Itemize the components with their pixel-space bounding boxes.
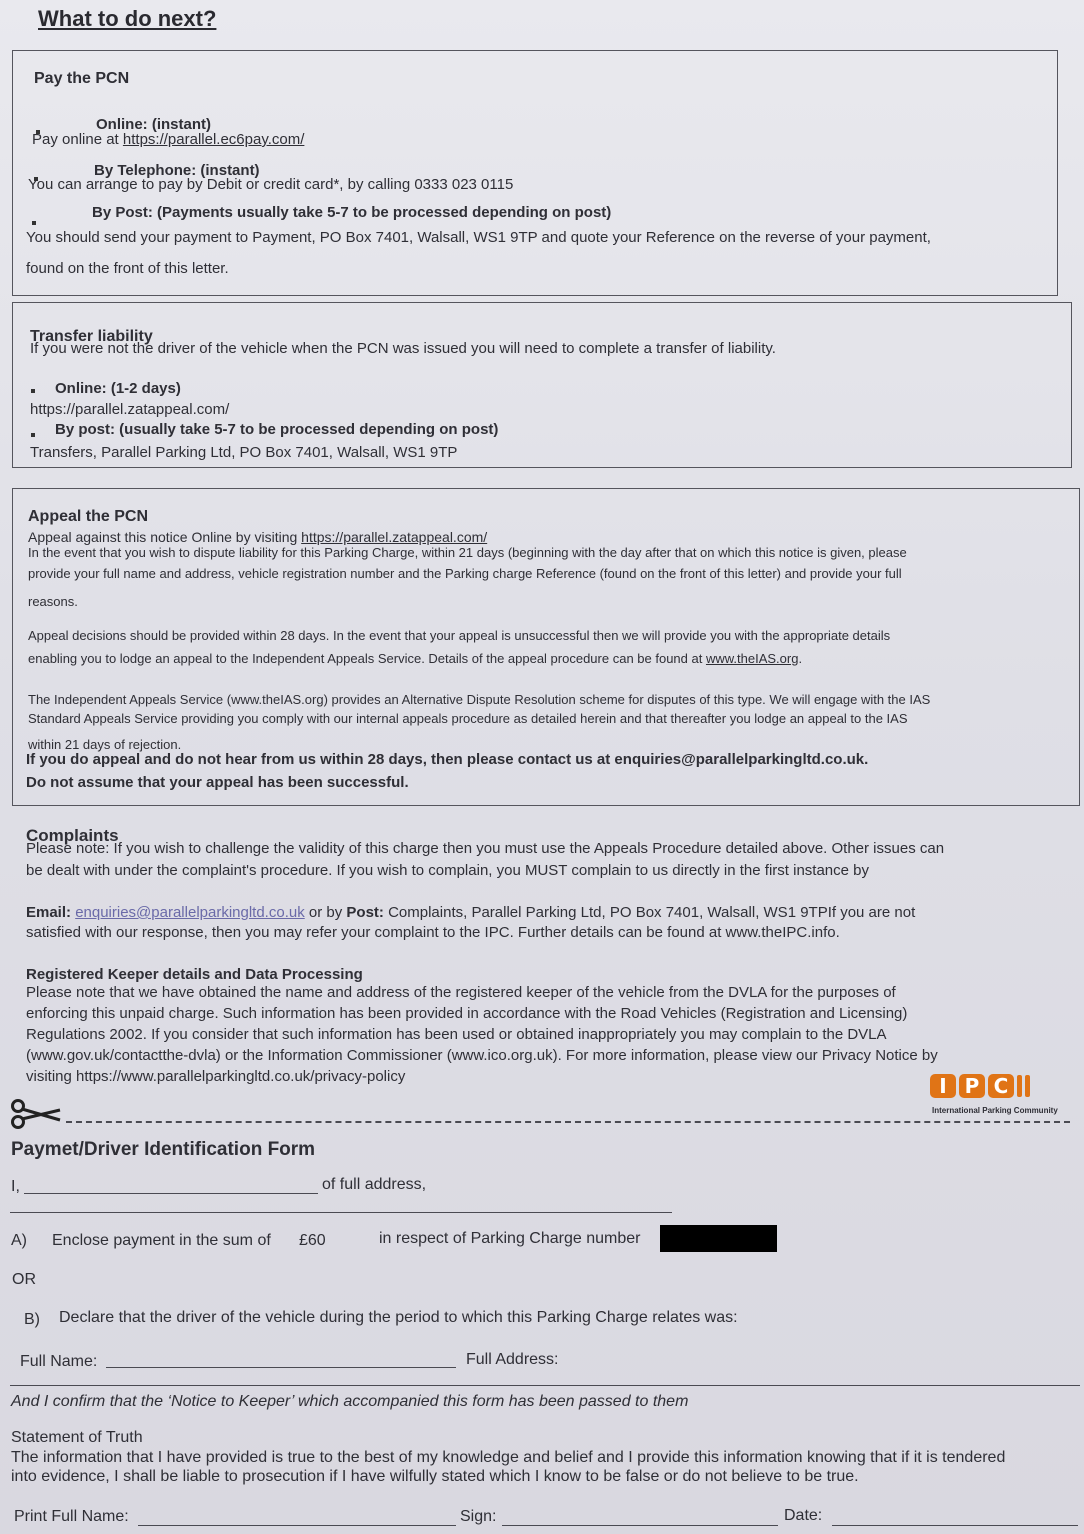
sign-label: Sign: (460, 1508, 497, 1525)
complaints-text: be dealt with under the complaint's procedure. If you wish to complain, you MUST complain to us directly in the first instance by (26, 862, 869, 879)
address-blank-field[interactable] (10, 1212, 672, 1213)
complaints-contact (26, 904, 915, 921)
appeal-intro (28, 529, 487, 545)
ipc-bars-icon (1017, 1074, 1030, 1098)
option-a-respect: in respect of Parking Charge number (379, 1230, 641, 1247)
complaints-text: satisfied with our response, then you may refer your complaint to the IPC. Further details can be found at www.theIPC.info. (26, 924, 840, 941)
pay-online-prefix: Pay online at (32, 131, 123, 148)
ipc-letter: C (988, 1074, 1014, 1098)
page-heading: What to do next? (38, 6, 217, 31)
pay-online-label: Online: (instant) (96, 116, 211, 133)
transfer-online-link[interactable]: https://parallel.zatappeal.com/ (30, 401, 230, 418)
post-label: Post: (346, 904, 389, 921)
option-a-label: A) (11, 1232, 27, 1249)
payment-amount: £60 (299, 1232, 326, 1249)
email-label: Email: (26, 904, 76, 921)
pay-online-line (32, 131, 304, 148)
complaints-text: Please note: If you wish to challenge the validity of this charge then you must use the Appeals Procedure detailed above. Other issues can (26, 840, 945, 857)
ipc-tagline: International Parking Community (932, 1106, 1058, 1115)
complaints-post-address: Complaints, Parallel Parking Ltd, PO Box 7401, Walsall, WS1 9TPIf you are not (388, 904, 916, 921)
or-label: OR (12, 1271, 36, 1288)
option-b-label: B) (24, 1311, 40, 1328)
cut-line (66, 1121, 1070, 1123)
ipc-letter: P (959, 1074, 985, 1098)
appeal-paragraph-3: The Independent Appeals Service (www.theIAS.org) provides an Alternative Dispute Resolution scheme for disputes of this type. We will engage with the IAS (28, 692, 931, 707)
transfer-post-label: By post: (usually take 5-7 to be processed depending on post) (55, 421, 499, 438)
appeal-paragraph-2-text: enabling you to lodge an appeal to the Independent Appeals Service. Details of the appeal procedure can be found at (28, 651, 706, 666)
pay-telephone-text: You can arrange to pay by Debit or credit card*, by calling 0333 023 0115 (28, 176, 514, 193)
scissors-icon (10, 1098, 66, 1130)
complaints-title: Complaints (26, 826, 119, 845)
pay-post-label: By Post: (Payments usually take 5-7 to be processed depending on post) (92, 204, 612, 221)
bullet-icon (31, 389, 35, 393)
pay-post-text: found on the front of this letter. (26, 260, 229, 277)
confirm-statement: And I confirm that the ‘Notice to Keeper’ which accompanied this form has been passed to them (11, 1393, 689, 1410)
full-name-label: Full Name: (20, 1353, 98, 1370)
transfer-title: Transfer liability (30, 328, 153, 345)
keeper-text: Please note that we have obtained the name and address of the registered keeper of the vehicle from the DVLA for the purposes of (26, 984, 896, 1001)
transfer-post-text: Transfers, Parallel Parking Ltd, PO Box 7401, Walsall, WS1 9TP (30, 444, 458, 461)
appeal-paragraph-2: Appeal decisions should be provided within 28 days. In the event that your appeal is unsuccessful then we will provide you with the appropriate details (28, 628, 891, 643)
option-a-text: Enclose payment in the sum of (52, 1232, 271, 1249)
date-field[interactable] (832, 1525, 1078, 1526)
sign-field[interactable] (502, 1525, 778, 1526)
i-label: I, (11, 1178, 20, 1195)
keeper-text: (www.gov.uk/contactthe-dvla) or the Information Commissioner (www.ico.org.uk). For more information, please view our Privacy Notice by (26, 1047, 938, 1064)
keeper-text: enforcing this unpaid charge. Such information has been provided in accordance with the Road Vehicles (Registration and Licensing) (26, 1005, 908, 1022)
statement-of-truth-text: into evidence, I shall be liable to prosecution if I have wilfully stated which I know to be false or do not believe to be true. (11, 1468, 859, 1485)
appeal-paragraph-1: In the event that you wish to dispute liability for this Parking Charge, within 21 days (beginning with the day after that on which this notice is given, please (28, 545, 907, 560)
appeal-warning: Do not assume that your appeal has been successful. (26, 774, 409, 791)
of-address-label: of full address, (322, 1176, 427, 1193)
pay-telephone-label: By Telephone: (instant) (94, 162, 260, 179)
appeal-intro-text: Appeal against this notice Online by visiting (28, 529, 302, 545)
driver-name-field[interactable] (106, 1367, 456, 1368)
statement-of-truth-title: Statement of Truth (11, 1429, 143, 1446)
pay-online-link[interactable]: https://parallel.ec6pay.com/ (122, 131, 305, 148)
ias-link[interactable]: www.theIAS.org (705, 651, 799, 666)
print-name-label: Print Full Name: (14, 1508, 129, 1525)
bullet-icon (31, 433, 35, 437)
bullet-icon (32, 221, 36, 225)
appeal-paragraph-2 (28, 651, 802, 667)
appeal-paragraph-3: Standard Appeals Service providing you comply with our internal appeals procedure as detailed herein and that thereafter you lodge an appeal to the IAS (28, 711, 908, 726)
complaints-email-link[interactable]: enquiries@parallelparkingltd.co.uk (75, 904, 305, 921)
transfer-online-label: Online: (1-2 days) (55, 380, 181, 397)
name-blank-field[interactable] (24, 1193, 318, 1194)
appeal-online-link[interactable]: https://parallel.zatappeal.com/ (301, 529, 488, 545)
keeper-title: Registered Keeper details and Data Processing (26, 966, 363, 983)
statement-of-truth-text: The information that I have provided is true to the best of my knowledge and belief and I provide this information knowing that if it is tendered (11, 1449, 1006, 1466)
pay-post-text: You should send your payment to Payment, PO Box 7401, Walsall, WS1 9TP and quote your Reference on the reverse of your payment, (26, 229, 931, 246)
transfer-intro: If you were not the driver of the vehicle when the PCN was issued you will need to complete a transfer of liability. (30, 340, 776, 357)
appeal-paragraph-1: reasons. (28, 594, 78, 609)
ipc-letter: I (930, 1074, 956, 1098)
full-address-label: Full Address: (466, 1351, 559, 1368)
print-name-field[interactable] (138, 1525, 456, 1526)
appeal-paragraph-3: within 21 days of rejection. (28, 737, 182, 752)
date-label: Date: (784, 1507, 823, 1524)
pay-pcn-title: Pay the PCN (34, 70, 130, 87)
driver-address-field[interactable] (10, 1385, 1080, 1386)
redacted-reference (660, 1225, 777, 1252)
keeper-text: Regulations 2002. If you consider that such information has been used or obtained inappropriately you may complain to the DVLA (26, 1026, 887, 1043)
appeal-title: Appeal the PCN (28, 508, 149, 525)
form-title: Paymet/Driver Identification Form (11, 1139, 316, 1160)
appeal-contact-note: If you do appeal and do not hear from us within 28 days, then please contact us at enquiries@parallelparkingltd.co.uk. (26, 751, 869, 768)
appeal-paragraph-1: provide your full name and address, vehicle registration number and the Parking charge Reference (found on the front of this letter) and provide your full (28, 566, 902, 581)
or-by-text: or by (304, 904, 347, 921)
keeper-text: visiting https://www.parallelparkingltd.co.uk/privacy-policy (26, 1068, 406, 1085)
appeal-paragraph-2-end: . (798, 651, 803, 666)
ipc-logo (930, 1074, 1030, 1098)
option-b-text: Declare that the driver of the vehicle during the period to which this Parking Charge relates was: (59, 1309, 738, 1326)
